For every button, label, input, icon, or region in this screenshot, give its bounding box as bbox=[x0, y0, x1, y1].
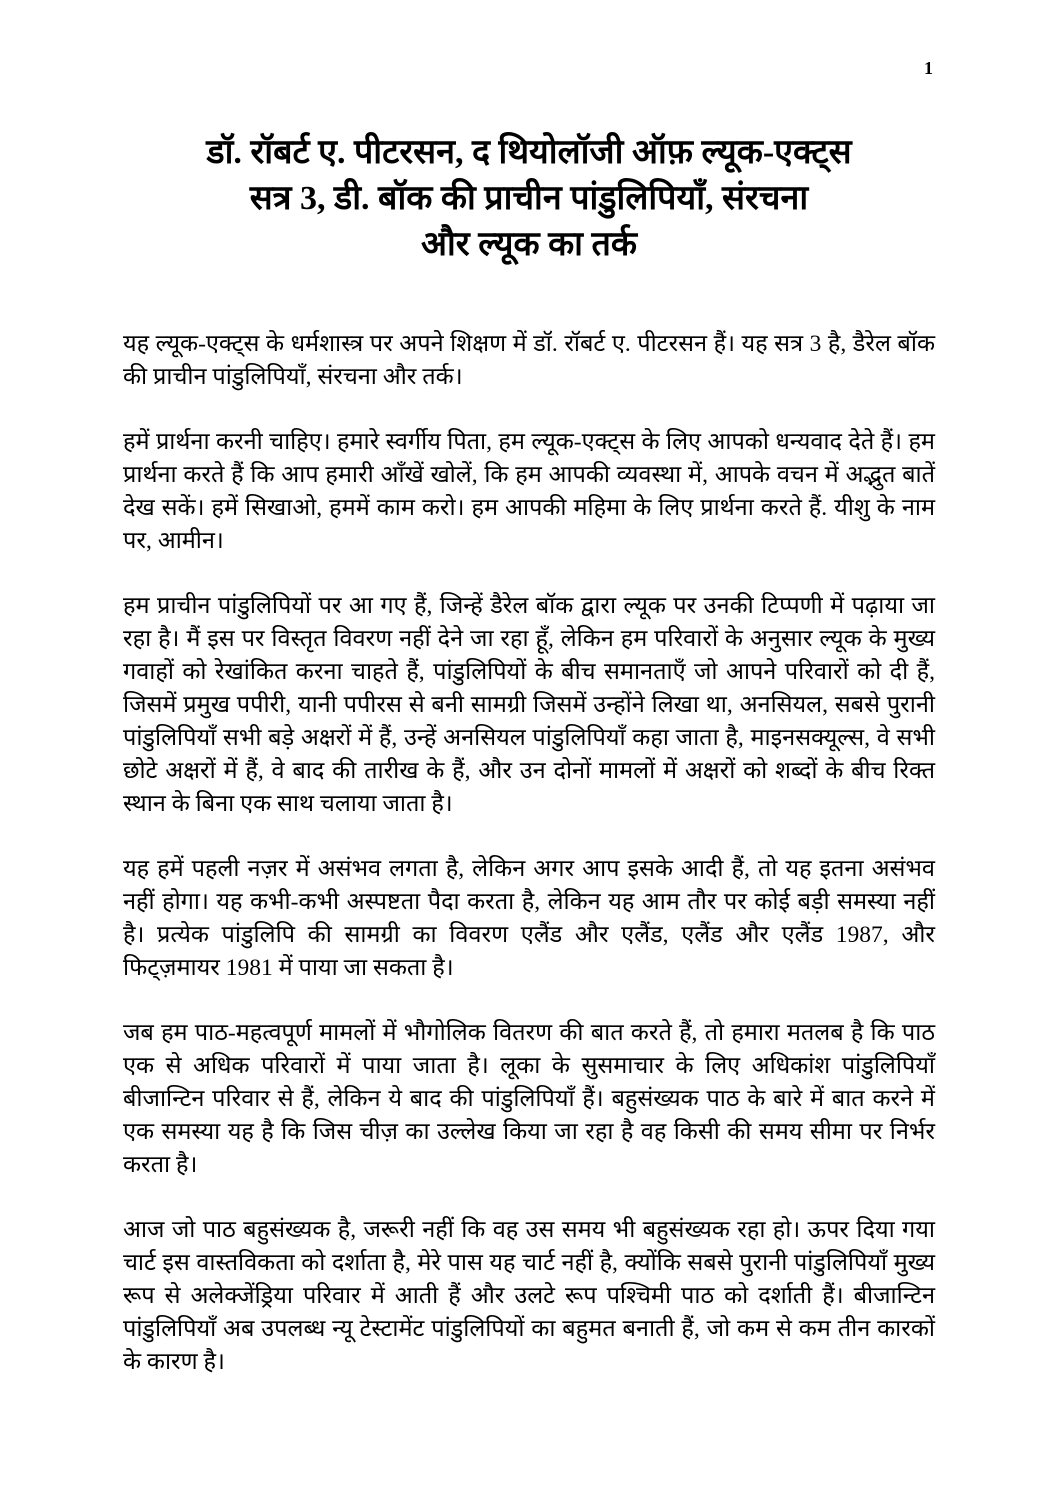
document-body bbox=[123, 328, 935, 1379]
paragraph-3: हम प्राचीन पांडुलिपियों पर आ गए हैं, जिन्हें डैरेल बॉक द्वारा ल्यूक पर उनकी टिप्पणी में पढ़ाया जा रहा है। मैं इस पर विस्तृत विवरण नहीं देने जा रहा हूँ, लेकिन हम परिवारों के अनुसार ल्यूक के मुख्य गवाहों को रेखांकित करना चाहते हैं, पांडुलिपियों के बीच समानताएँ जो आपने परिवारों को दी हैं, जिसमें प्रमुख पपीरी, यानी पपीरस से बनी सामग्री जिसमें उन्होंने लिखा था, अनसियल, सबसे पुरानी पांडुलिपियाँ सभी बड़े अक्षरों में हैं, उन्हें अनसियल पांडुलिपियाँ कहा जाता है, माइनसक्यूल्स, वे सभी छोटे अक्षरों में हैं, वे बाद की तारीख के हैं, और उन दोनों मामलों में अक्षरों को शब्दों के बीच रिक्त स्थान के बिना एक साथ चलाया जाता है। bbox=[123, 593, 935, 817]
paragraph-5: जब हम पाठ-महत्वपूर्ण मामलों में भौगोलिक वितरण की बात करते हैं, तो हमारा मतलब है कि पाठ एक से अधिक परिवारों में पाया जाता है। लूका के सुसमाचार के लिए अधिकांश पांडुलिपियाँ बीजान्टिन परिवार से हैं, लेकिन ये बाद की पांडुलिपियाँ हैं। बहुसंख्यक पाठ के बारे में बात करने में एक समस्या यह है कि जिस चीज़ का उल्लेख किया जा रहा है वह किसी की समय सीमा पर निर्भर करता है। bbox=[123, 1020, 935, 1178]
paragraph-4: यह हमें पहली नज़र में असंभव लगता है, लेकिन अगर आप इसके आदी हैं, तो यह इतना असंभव नहीं होगा। यह कभी-कभी अस्पष्टता पैदा करता है, लेकिन यह आम तौर पर कोई बड़ी समस्या नहीं है। प्रत्येक पांडुलिपि की सामग्री का विवरण एलैंड और एलैंड, एलैंड और एलैंड 1987, और फिट्ज़मायर 1981 में पाया जा सकता है। bbox=[123, 856, 935, 981]
document-title bbox=[123, 130, 935, 268]
page-number: 1 bbox=[924, 58, 933, 78]
title-line-3: और ल्यूक का तर्क bbox=[421, 226, 637, 263]
title-line-1: डॉ. रॉबर्ट ए. पीटरसन, द थियोलॉजी ऑफ़ ल्यूक-एक्ट्स bbox=[206, 134, 852, 171]
title-line-2: सत्र 3, डी. बॉक की प्राचीन पांडुलिपियाँ, संरचना bbox=[249, 180, 809, 217]
paragraph-6: आज जो पाठ बहुसंख्यक है, जरूरी नहीं कि वह उस समय भी बहुसंख्यक रहा हो। ऊपर दिया गया चार्ट इस वास्तविकता को दर्शाता है, मेरे पास यह चार्ट नहीं है, क्योंकि सबसे पुरानी पांडुलिपियाँ मुख्य रूप से अलेक्जेंड्रिया परिवार में आती हैं और उलटे रूप पश्चिमी पाठ को दर्शाती हैं। बीजान्टिन पांडुलिपियाँ अब उपलब्ध न्यू टेस्टामेंट पांडुलिपियों का बहुमत बनाती हैं, जो कम से कम तीन कारकों के कारण है। bbox=[123, 1217, 935, 1375]
paragraph-2: हमें प्रार्थना करनी चाहिए। हमारे स्वर्गीय पिता, हम ल्यूक-एक्ट्स के लिए आपको धन्यवाद देते हैं। हम प्रार्थना करते हैं कि आप हमारी आँखें खोलें, कि हम आपकी व्यवस्था में, आपके वचन में अद्भुत बातें देख सकें। हमें सिखाओ, हममें काम करो। हम आपकी महिमा के लिए प्रार्थना करते हैं. यीशु के नाम पर, आमीन। bbox=[123, 429, 935, 554]
paragraph-1: यह ल्यूक-एक्ट्स के धर्मशास्त्र पर अपने शिक्षण में डॉ. रॉबर्ट ए. पीटरसन हैं। यह सत्र 3 है, डैरेल बॉक की प्राचीन पांडुलिपियाँ, संरचना और तर्क। bbox=[123, 331, 935, 390]
